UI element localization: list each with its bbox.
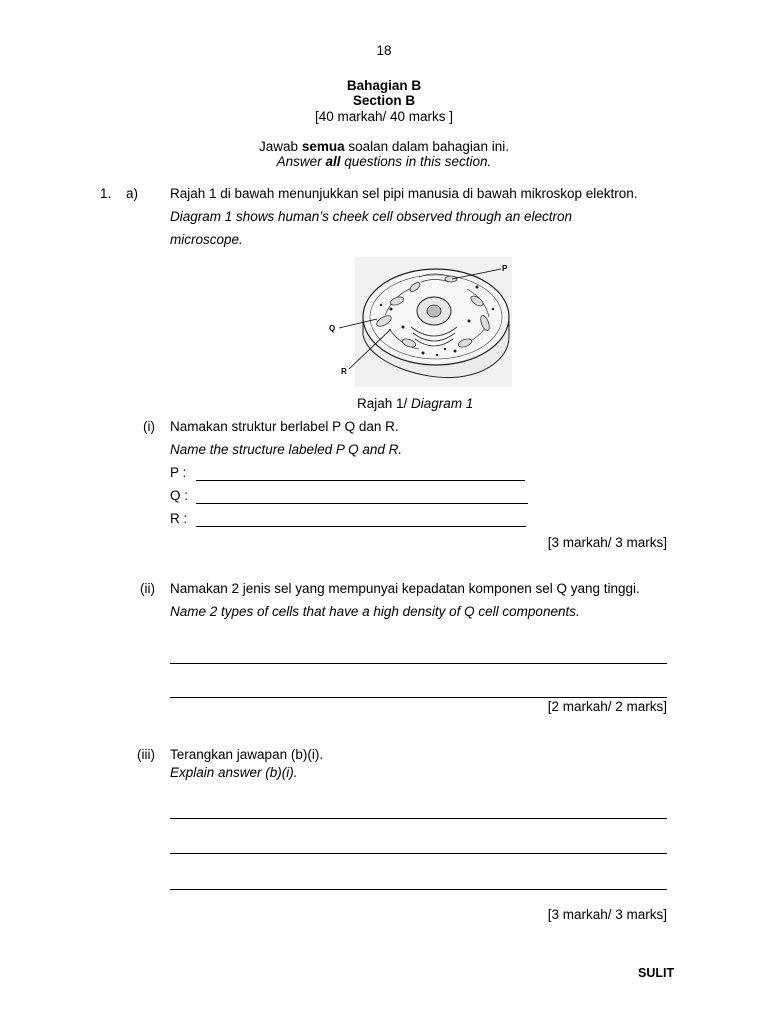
marks-ii: [2 markah/ 2 marks]	[547, 699, 667, 714]
answer-label-p: P :	[170, 465, 187, 480]
question-stem-en-line1: Diagram 1 shows human’s cheek cell observed through an electron	[170, 209, 572, 224]
diagram-label-q: Q	[329, 324, 336, 333]
instruction-ms: Jawab semua soalan dalam bahagian ini.	[259, 139, 509, 154]
diagram-label-p: P	[502, 264, 508, 273]
answer-label-q: Q :	[170, 488, 189, 503]
diagram-label-r: R	[341, 367, 347, 376]
subquestion-iii-en: Explain answer (b)(i).	[170, 765, 298, 780]
answer-line-iii-2[interactable]	[170, 853, 667, 854]
question-stem-en-line2: microscope.	[170, 232, 243, 247]
page-number: 18	[376, 43, 392, 58]
subquestion-i-en: Name the structure labeled P Q and R.	[170, 442, 403, 457]
subquestion-iii-number: (iii)	[137, 747, 155, 762]
subquestion-iii-ms: Terangkan jawapan (b)(i).	[170, 747, 324, 762]
answer-line-p[interactable]	[196, 480, 525, 481]
answer-line-iii-3[interactable]	[170, 889, 667, 890]
footer-sulit: SULIT	[638, 966, 675, 980]
answer-line-iii-1[interactable]	[170, 818, 667, 819]
subquestion-ii-number: (ii)	[140, 581, 155, 596]
answer-line-ii-1[interactable]	[170, 663, 667, 664]
section-marks: [40 markah/ 40 marks ]	[314, 109, 454, 124]
marks-i: [3 markah/ 3 marks]	[547, 535, 667, 550]
cell-diagram	[327, 257, 512, 387]
question-part: a)	[126, 186, 139, 201]
answer-line-ii-2[interactable]	[170, 697, 667, 698]
answer-label-r: R :	[170, 511, 188, 526]
subquestion-ii-en: Name 2 types of cells that have a high density of Q cell components.	[170, 604, 580, 619]
subquestion-i-ms: Namakan struktur berlabel P Q dan R.	[170, 419, 399, 434]
answer-line-r[interactable]	[196, 526, 526, 527]
section-title-en: Section B	[352, 93, 416, 108]
marks-iii: [3 markah/ 3 marks]	[547, 907, 667, 922]
question-stem-ms: Rajah 1 di bawah menunjukkan sel pipi manusia di bawah mikroskop elektron.	[170, 186, 638, 201]
instruction-en: Answer all questions in this section.	[276, 154, 492, 169]
subquestion-i-number: (i)	[143, 419, 155, 434]
subquestion-ii-ms: Namakan 2 jenis sel yang mempunyai kepadatan komponen sel Q yang tinggi.	[170, 581, 640, 596]
section-title-ms: Bahagian B	[346, 78, 422, 93]
cheek-cell-illustration	[327, 257, 512, 387]
question-number: 1.	[100, 186, 112, 201]
answer-line-q[interactable]	[196, 503, 528, 504]
diagram-caption: Rajah 1/ Diagram 1	[357, 396, 474, 411]
